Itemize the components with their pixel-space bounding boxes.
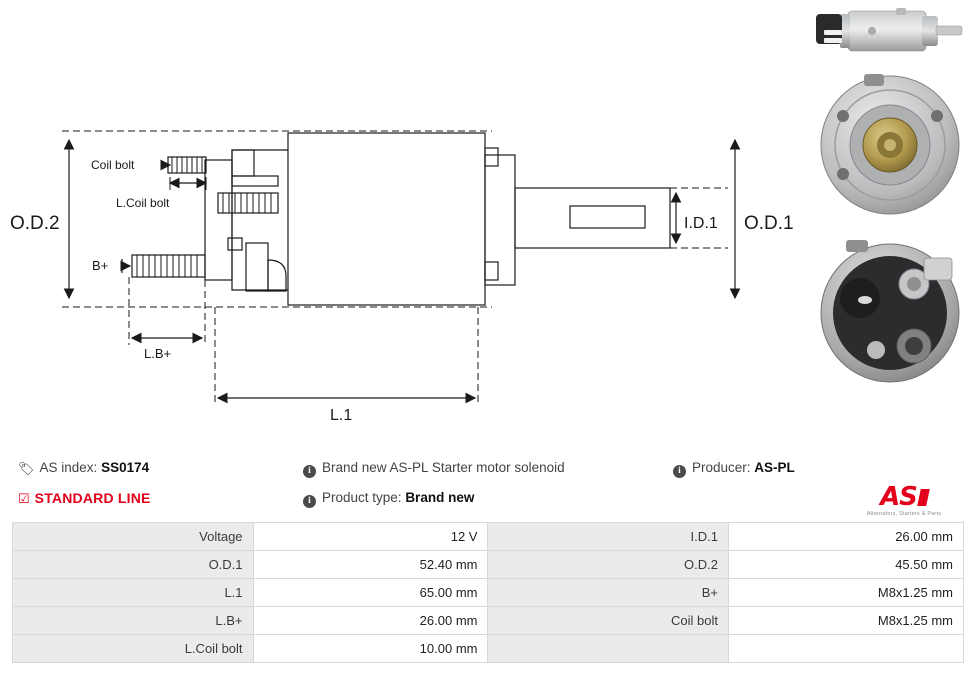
spec-label: L.Coil bolt: [13, 635, 254, 663]
spec-value: 52.40 mm: [253, 551, 488, 579]
spec-label: O.D.2: [488, 551, 729, 579]
spec-empty-label: [488, 635, 729, 663]
table-row: [13, 579, 964, 607]
spec-value: M8x1.25 mm: [729, 607, 964, 635]
spec-value: 10.00 mm: [253, 635, 488, 663]
product-photo-column: [800, 0, 976, 440]
spec-value: 45.50 mm: [729, 551, 964, 579]
spec-label: L.1: [13, 579, 254, 607]
spec-empty-value: [729, 635, 964, 663]
as-index-label: AS index:: [39, 460, 98, 475]
spec-value: 26.00 mm: [253, 607, 488, 635]
product-info-block: [0, 448, 976, 518]
info-icon: i: [303, 495, 316, 508]
svg-text:I.D.1: I.D.1: [684, 215, 718, 232]
product-type-row: [303, 486, 474, 510]
spec-label: Voltage: [13, 523, 254, 551]
logo-mark: [880, 484, 928, 510]
spec-label: Coil bolt: [488, 607, 729, 635]
svg-text:L.Coil bolt: L.Coil bolt: [116, 196, 170, 210]
svg-text:B+: B+: [92, 258, 109, 273]
product-type-value: Brand new: [405, 490, 475, 505]
spec-table-body: [13, 523, 964, 663]
as-pl-logo: [856, 484, 952, 517]
producer-row: [673, 456, 795, 480]
logo-subtitle: Alternators, Starters & Parts: [866, 511, 942, 517]
logo-text: AS: [880, 482, 917, 512]
product-photo-side-view[interactable]: [810, 0, 970, 62]
spec-label: I.D.1: [488, 523, 729, 551]
specifications-table: [12, 522, 964, 663]
product-type-label: Product type:: [322, 490, 402, 505]
info-icon: i: [303, 465, 316, 478]
as-index-row: [18, 456, 149, 480]
table-row: [13, 523, 964, 551]
table-row: [13, 551, 964, 579]
svg-text:O.D.1: O.D.1: [744, 213, 794, 234]
spec-value: 26.00 mm: [729, 523, 964, 551]
svg-text:L.B+: L.B+: [144, 346, 172, 361]
logo-bar: [917, 489, 930, 506]
spec-label: O.D.1: [13, 551, 254, 579]
tag-icon: 🏷: [18, 461, 35, 476]
svg-text:L.1: L.1: [330, 407, 353, 424]
product-photo-front-view[interactable]: [810, 70, 970, 220]
description-row: [303, 456, 565, 480]
as-index-value: SS0174: [101, 460, 150, 475]
spec-value: 65.00 mm: [253, 579, 488, 607]
table-row: [13, 635, 964, 663]
producer-label: Producer:: [692, 460, 751, 475]
product-photo-rear-view[interactable]: [810, 238, 970, 388]
spec-label: B+: [488, 579, 729, 607]
producer-value: AS-PL: [754, 460, 795, 475]
description-text: Brand new AS-PL Starter motor solenoid: [322, 460, 565, 475]
spec-label: L.B+: [13, 607, 254, 635]
info-icon: i: [673, 465, 686, 478]
standard-line-row: [18, 486, 151, 510]
standard-line-label: STANDARD LINE: [34, 490, 151, 506]
svg-text:Coil bolt: Coil bolt: [91, 158, 135, 172]
spec-value: M8x1.25 mm: [729, 579, 964, 607]
spec-value: 12 V: [253, 523, 488, 551]
table-row: [13, 607, 964, 635]
svg-text:O.D.2: O.D.2: [10, 213, 60, 234]
checkbox-checked-icon: ☑: [18, 491, 30, 506]
